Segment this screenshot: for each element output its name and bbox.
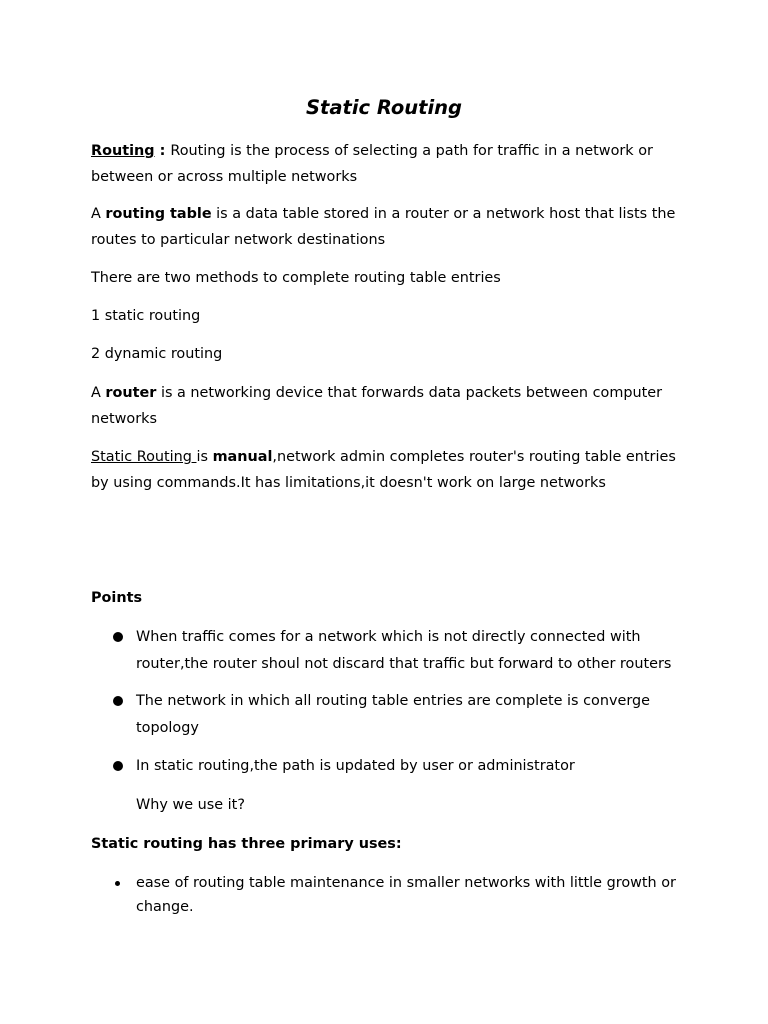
methods-intro: There are two methods to complete routing table entries <box>91 270 501 286</box>
point-text: When traffic comes for a network which is not directly connected with router,the router shoul not discard that traffic but forward to other routers <box>136 629 672 672</box>
routing-term: Routing <box>91 143 155 159</box>
routing-table-term: routing table <box>105 206 212 222</box>
uses-heading: Static routing has three primary uses: <box>91 836 402 852</box>
points-heading: Points <box>91 590 143 606</box>
routing-table-pre: A <box>91 206 106 222</box>
point-text: The network in which all routing table entries are complete is converge topology <box>136 693 650 736</box>
bullet-icon <box>113 696 123 706</box>
static-routing-manual: manual <box>212 449 273 465</box>
router-term: router <box>105 385 157 401</box>
router-text: is a networking device that forwards data packets between computer networks <box>91 385 663 427</box>
bullet-icon <box>115 881 120 886</box>
static-routing-text: ,network admin completes router's routing table entries by using commands.It has limitations,it doesn't work on large networks <box>91 449 676 491</box>
static-routing-term: Static Routing <box>91 449 197 465</box>
static-routing-definition <box>91 445 691 496</box>
routing-separator: : <box>154 143 171 159</box>
point-text: In static routing,the path is updated by user or administrator <box>136 758 575 774</box>
routing-definition-text: Routing is the process of selecting a path for traffic in a network or between or across multiple networks <box>91 143 653 185</box>
method-static: 1 static routing <box>91 308 201 324</box>
bullet-icon <box>113 761 123 771</box>
static-routing-mid: is <box>196 449 213 465</box>
routing-table-text: is a data table stored in a router or a network host that lists the routes to particular network destinations <box>91 206 676 248</box>
routing-definition <box>91 139 691 190</box>
routing-table-definition <box>91 202 691 253</box>
use-text: ease of routing table maintenance in smaller networks with little growth or change. <box>136 875 676 915</box>
router-pre: A <box>91 385 106 401</box>
why-question: Why we use it? <box>136 797 245 813</box>
bullet-icon <box>113 632 123 642</box>
method-dynamic: 2 dynamic routing <box>91 346 223 362</box>
page-title: Static Routing <box>305 96 463 119</box>
router-definition <box>91 381 691 432</box>
